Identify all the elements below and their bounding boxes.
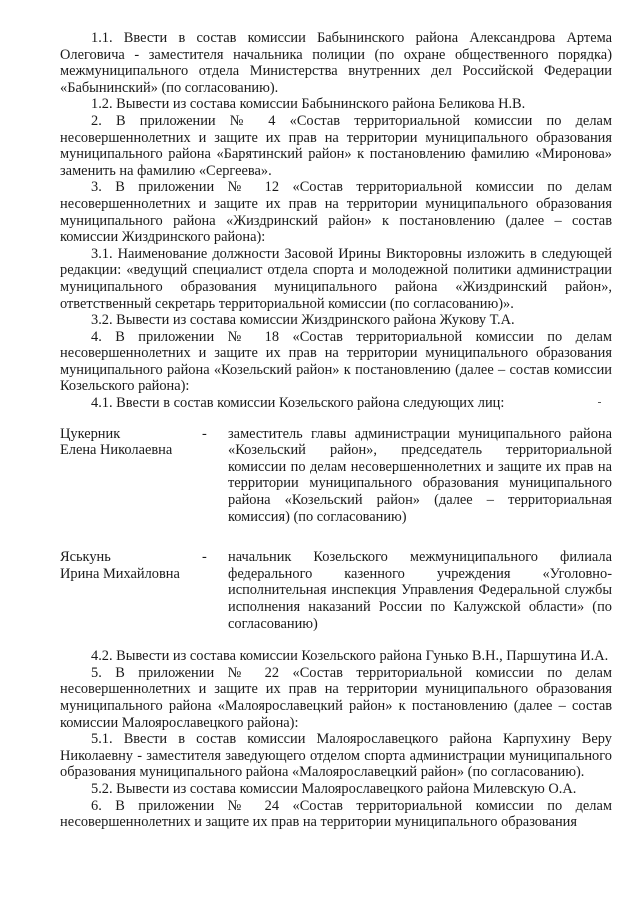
member-row <box>60 426 612 526</box>
paragraph-4-1: 4.1. Ввести в состав комиссии Козельского района следующих лиц: <box>91 395 505 412</box>
document-page <box>60 30 612 831</box>
member-description: начальник Козельского межмуниципального филиала федерального казенного учреждения «Уголовно-исполнительная инспекция Управления Федеральной службы исполнения наказаний России по Калужской области» (по согласованию) <box>228 549 612 632</box>
paragraph-4: 4. В приложении № 18 «Состав территориальной комиссии по делам несовершеннолетних и защите их прав на территории муниципального образования муниципального района «Козельский район» к постановлению (далее – состав комиссии Козельского района): <box>60 328 612 395</box>
paragraph-3-2: 3.2. Вывести из состава комиссии Жиздринского района Жукову Т.А. <box>91 312 515 329</box>
paragraph-4-2: 4.2. Вывести из состава комиссии Козельского района Гунько В.Н., Паршутина И.А. <box>91 648 609 665</box>
paragraph-3: 3. В приложении № 12 «Состав территориальной комиссии по делам несовершеннолетних и защите их прав на территории муниципального образования муниципального района «Жиздринский район» к постановлению (далее – состав комиссии Жиздринского района): <box>60 179 612 246</box>
paragraph-5-1: 5.1. Ввести в состав комиссии Малоярославецкого района Карпухину Веру Николаевну - заместителя заведующего отделом спорта администрации муниципального образования муниципального района «Малоярославецкий район» (по согласованию). <box>60 731 612 781</box>
paragraph-2: 2. В приложении № 4 «Состав территориальной комиссии по делам несовершеннолетних и защите их прав на территории муниципального образования муниципального района «Барятинский район» к постановлению фамилию «Миронова» заменить на фамилию «Сергеева». <box>60 112 612 179</box>
paragraph-3-1: 3.1. Наименование должности Засовой Ирины Викторовны изложить в следующей редакции: «ведущий специалист отдела спорта и молодежной политики администрации муниципального образования муниципального района «Жиздринский район», ответственный секретарь территориальной комиссии (по согласованию)». <box>60 245 612 312</box>
member-name: Цукерник Елена Николаевна <box>60 425 173 459</box>
paragraph-5: 5. В приложении № 22 «Состав территориальной комиссии по делам несовершеннолетних и защите их прав на территории муниципального образования муниципального района «Малоярославецкий район» к постановлению (далее – состав комиссии Малоярославецкого района): <box>60 664 612 731</box>
paragraph-5-2: 5.2. Вывести из состава комиссии Малоярославецкого района Милевскую О.А. <box>91 780 577 797</box>
member-dash: - <box>202 549 207 566</box>
member-description: заместитель главы администрации муниципального района «Козельский район», председатель территориальной комиссии по делам несовершеннолетних и защите их прав на территории муниципального образования муниципального района «Козельский район» (далее – территориальная комиссия) (по согласованию) <box>228 425 612 525</box>
paragraph-6: 6. В приложении № 24 «Состав территориальной комиссии по делам несовершеннолетних и защите их прав на территории муниципального образования <box>60 797 612 831</box>
member-row <box>60 549 612 632</box>
paragraphs-after-members <box>60 648 612 831</box>
member-dash: - <box>202 425 207 442</box>
member-name: Яськунь Ирина Михайловна <box>60 549 180 582</box>
member-list <box>60 426 612 633</box>
paragraph-1-2: 1.2. Вывести из состава комиссии Бабынинского района Беликова Н.В. <box>91 96 526 113</box>
paragraph-1-1: 1.1. Ввести в состав комиссии Бабынинского района Александрова Артема Олеговича - заместителя начальника полиции (по охране общественного порядка) межмуниципального отдела Министерства внутренних дел Российской Федерации «Бабынинский» (по согласованию). <box>60 30 612 96</box>
scan-speck <box>598 402 601 403</box>
